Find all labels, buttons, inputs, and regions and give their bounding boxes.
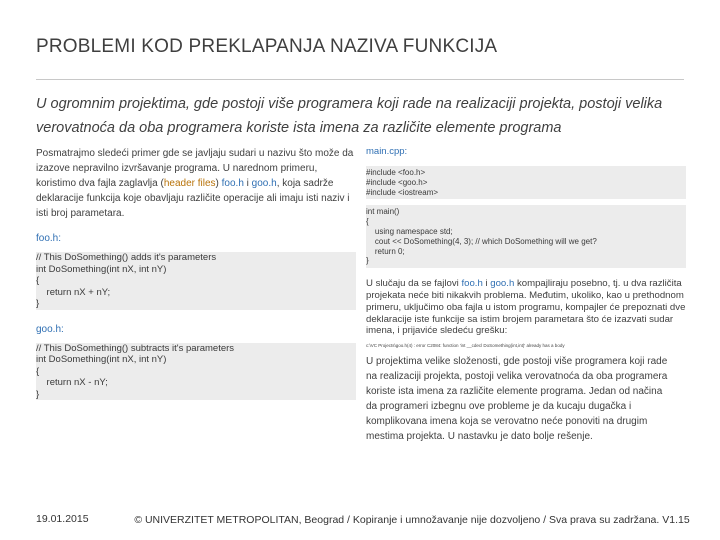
compiler-error-message: c:\VC Projects\goo.h(4) : error C2084: function 'int __cdecl DoSomething(int,int)' already has a body — [366, 343, 565, 349]
footer-copyright: © UNIVERZITET METROPOLITAN, Beograd / Kopiranje i umnožavanje nije dozvoljeno / Sva prava su zadržana. V1.15 — [134, 514, 690, 526]
right-paragraph-1 — [366, 278, 686, 337]
right-paragraph-2: U projektima velike složenosti, gde postoji više programera koji rade na realizaciji projekta, postoji velika verovatnoća da oba programera koriste ista imena za različite elemente programa. Jedan od načina da programeri izbegnu ove probleme je da kucaju dugačka i komplikovana imena koja se verovatno neće ponoviti na drugim mestima projekta. U nastavku je dato bolje rešenje. — [366, 356, 668, 443]
foo-h-label: foo.h: — [36, 233, 62, 244]
foo-h-link: foo.h — [461, 278, 483, 290]
right-paragraph-part: U slučaju da se fajlovi — [366, 278, 462, 290]
footer-date: 19.01.2015 — [36, 513, 89, 525]
title-divider — [36, 79, 684, 80]
goo-h-link: goo.h — [490, 278, 515, 290]
left-paragraph-part: ) — [215, 178, 222, 189]
right-paragraph-part: i — [482, 278, 491, 290]
left-paragraph-part: , koja sadrže deklaracije funkcija koje obavljaju različite operacije ali imaju isti naziv i isti broj parametara. — [36, 178, 350, 219]
includes-code-block: #include <foo.h> #include <goo.h> #include <iostream> — [366, 166, 686, 199]
left-column — [36, 146, 356, 400]
main-cpp-label: main.cpp: — [366, 146, 408, 157]
foo-h-link: foo.h — [221, 178, 244, 189]
slide-title: PROBLEMI KOD PREKLAPANJA NAZIVA FUNKCIJA — [36, 36, 498, 57]
left-paragraph — [36, 146, 356, 221]
right-paragraph-part: kompajliraju posebno, tj. u dva različita projekata neće biti nikakvih problema. Međutim, ukoliko, kao u prethodnom primeru, uključimo oba fajla u istom programu, kompajler će prepoznati dve deklaracije iste funkcije sa istim brojem parametara što će izazvati sudar imena, i prijaviće sledeću grešku: — [366, 278, 686, 337]
goo-h-label: goo.h: — [36, 323, 64, 335]
header-files-term: header files — [163, 178, 216, 189]
right-column — [366, 146, 686, 444]
left-paragraph-part: Posmatrajmo sledeći primer gde se javljaju sudari u nazivu što može da izazove nepravilno izvršavanje programa. U narednom primeru, koristimo dva fajla zaglavlja ( — [36, 148, 354, 189]
main-code-block: int main() { using namespace std; cout << DoSomething(4, 3); // which DoSomething will we get? return 0; } — [366, 205, 686, 268]
foo-h-code-block: // This DoSomething() adds it's parameters int DoSomething(int nX, int nY) { return nX + nY; } — [36, 252, 356, 310]
intro-text: U ogromnim projektima, gde postoji više programera koji rade na realizaciji projekta, postoji velika verovatnoća da oba programera koriste ista imena za različite elemente programa — [36, 96, 663, 136]
left-paragraph-part: i — [243, 178, 252, 189]
goo-h-link: goo.h — [251, 178, 277, 189]
goo-h-code-block: // This DoSomething() subtracts it's parameters int DoSomething(int nX, int nY) { return nX - nY; } — [36, 343, 356, 401]
